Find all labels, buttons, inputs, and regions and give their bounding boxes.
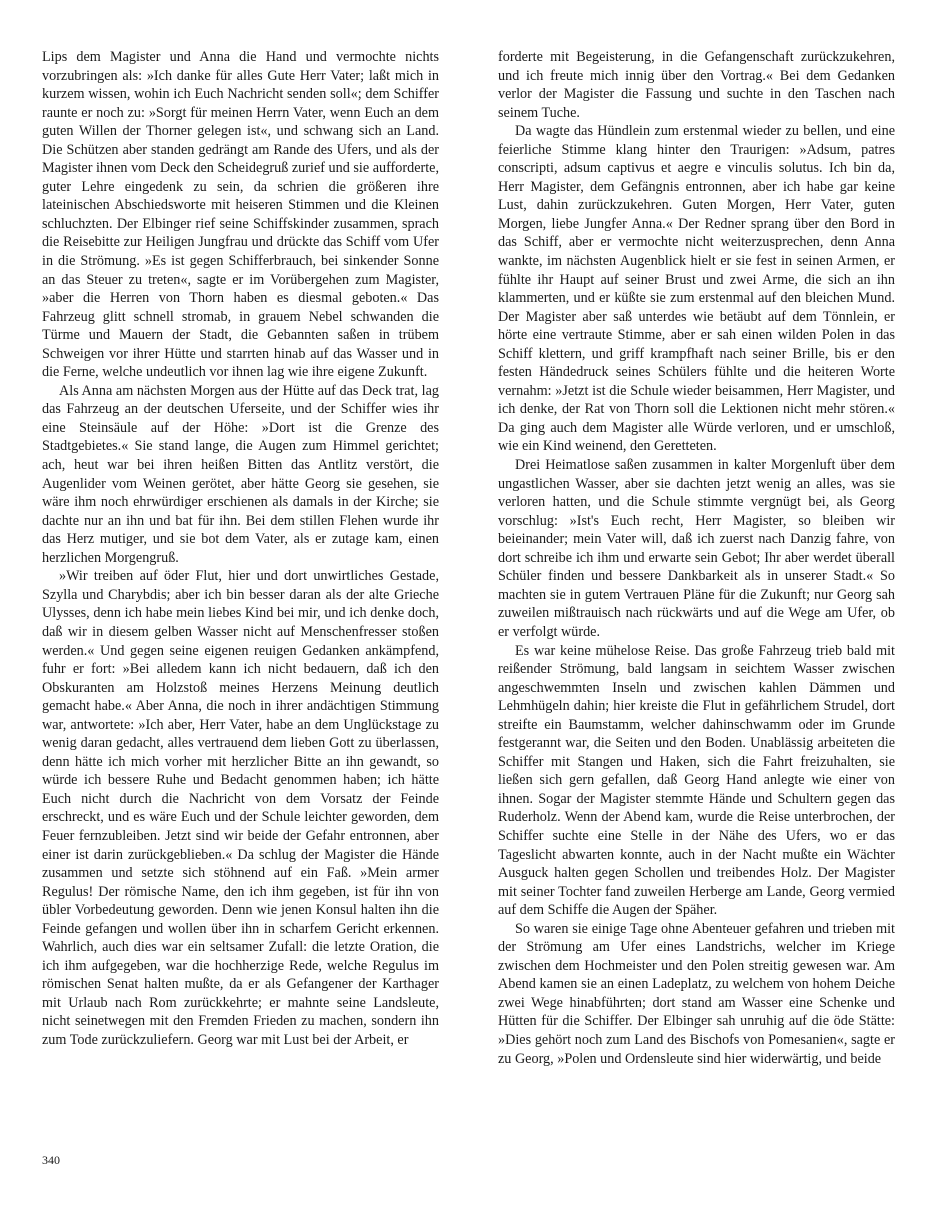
paragraph: So waren sie einige Tage ohne Abenteuer gefahren und trieben mit der Strömung am Ufer eines Landstrichs, welcher im Kriege zwischen dem Hochmeister und den Polen streitig gewesen war. Am Abend kamen sie an einen Ladeplatz, zu welchem von hohem Deiche zwei Wege hinabführten; dort stand am Wasser eine Schenke und Hütten für die Schiffer. Der Elbinger sah unruhig auf die öde Stätte: »Dies gehört noch zum Land des Bischofs von Pomesanien«, sagte er zu Georg, »Polen und Ordensleute sind hier widerwärtig, und beide xyxy=(498,920,895,1067)
text-columns xyxy=(42,48,895,1068)
paragraph: Lips dem Magister und Anna die Hand und vermochte nichts vorzubringen als: »Ich danke für alles Gute Herr Vater; laßt mich in kurzem wissen, wohin ich Euch Nachricht senden soll«; dem Schiffer raunte er noch zu: »Sorgt für meinen Herrn Vater, wenn Euch an dem guten Willen der Thorner gelegen ist«, und schwang sich an Land. Die Schützen aber standen gedrängt am Rande des Ufers, und als der Magister ihnen vom Deck den Scheidegruß zurief und sie aufforderte, guter Lehre eingedenk zu sein, da schrien die größeren ihre lateinischen Abschiedsworte mit heiseren Stimmen und die Kleinen schluchzten. Der Elbinger rief seine Schiffskinder zusammen, sprach die Reisebitte zur Heiligen Jungfrau und drückte das Schiff vom Ufer in die Strömung. »Es ist gegen Schifferbrauch, bei sinkender Sonne an das Steuer zu treten«, sagte er im Vorübergehen zum Magister, »aber die Herren von Thorn haben es diesmal geboten.« Das Fahrzeug glitt schnell stromab, in grauem Nebel schwanden die Türme und Mauern der Stadt, die Gebannten saßen in trübem Schweigen vor ihrer Hütte und starrten hinab auf das Wasser und in die Ferne, welche undeutlich vor ihnen lag wie ihre eigene Zukunft. xyxy=(42,49,439,381)
paragraph: Es war keine mühelose Reise. Das große Fahrzeug trieb bald mit reißender Strömung, bald langsam in seichtem Wasser zwischen angeschwemmten Inseln und zwischen kahlen Dämmen und Lehmhügeln dahin; hier kreiste die Flut in gefährlichem Strudel, dort streifte ein Baumstamm, welcher dahinschwamm oder im Grunde festgerannt war, die Seiten und den Boden. Unablässig arbeiteten die Schiffer mit Stangen und Haken, sich die Fahrt freizuhalten, sie ließen sich gern gefallen, daß Georg Hand anlegte wie einer von ihnen. Sogar der Magister stemmte Hände und Schultern gegen das Ruderholz. Wenn der Abend kam, wurde die Reise unterbrochen, der Schiffer suchte eine Stelle in der Nähe des Ufers, wo er das Tageslicht abwarten konnte, auch in der Nacht mußte ein Wächter Ausguck halten gegen Schollen und treibendes Holz. Der Magister mit seiner Tochter fand zuweilen Herberge am Lande, Georg vermied auf dem Schiffe die Augen der Späher. xyxy=(498,642,895,919)
book-page xyxy=(42,48,895,1173)
paragraph: »Wir treiben auf öder Flut, hier und dort unwirtliches Gestade, Szylla und Charybdis; aber ich bin besser daran als der alte Grieche Ulysses, denn ich habe mein liebes Kind bei mir, und ich denke doch, daß wir in diesem gelben Wasser nicht auf Menschenfresser stoßen werden.« Und gegen seine eigenen reuigen Gedanken ankämpfend, fuhr er fort: »Bei alledem kann ich nicht bedauern, daß ich den Obskuranten am Holzstoß meines Herzens Meinung deutlich gemacht habe.« Aber Anna, die noch in ihrer andächtigen Stimmung war, antwortete: »Ich aber, Herr Vater, habe an dem Unglückstage zu wenig daran gedacht, alles vertrauend dem lieben Gott zu überlassen, denn hätte ich mich vorher mit herzlicher Bitte an ihn gewandt, so würde ich bessere Ruhe und Bedacht genommen haben; ich hätte Euch nicht durch die Nachricht von dem Vorsatz der Feinde erschreckt, und es wäre Euch und der Schule leichter geworden, dem Feuer fernzubleiben. Jetzt sind wir beide der Gefahr entronnen, aber einer ist darin zurückgeblieben.« Da schlug der Magister die Hände zusammen und setzte sich stöhnend auf ein Faß. »Mein armer Regulus! Der römische Name, den ich ihm gegeben, ist für ihn von übler Vorbedeutung geworden. Denn wie jenen Konsul halten ihn die Feinde gefangen und wollen über ihn in scharfem Gericht erkennen. Wahrlich, auch dies war ein seltsamer Zufall: die letzte Oration, die ich ihm aufgegeben, war die hochherzige Rede, welche Regulus im römischen Senat halten mußte, da er als Gefangener der Karthager mit Urlaub nach Rom zurückkehrte; er mahnte seine Landsleute, nicht seinetwegen mit den Fremden Frieden zu machen, sondern ihn zum Tode zurückzuliefern. Georg war mit Lust bei der Arbeit, er xyxy=(42,568,439,1048)
paragraph: forderte mit Begeisterung, in die Gefangenschaft zurückzukehren, und ich freute mich innig über den Vortrag.« Bei dem Gedanken verlor der Magister die Fassung und suchte in den Taschen nach seinem Tuche. xyxy=(498,49,895,121)
right-column xyxy=(498,48,895,1068)
left-column xyxy=(42,48,439,1068)
page-number: 340 xyxy=(42,1153,60,1167)
paragraph: Da wagte das Hündlein zum erstenmal wieder zu bellen, und eine feierliche Stimme klang hinter den Traurigen: »Adsum, patres conscripti, adsum captivus et aegre e vinculis solutus. Ich bin da, Herr Magister, dem Gefängnis entronnen, aber ich habe gar keine Lust, dahin zurückzukehren. Guten Morgen, Herr Vater, guten Morgen, liebe Jungfer Anna.« Der Redner sprang über den Bord in das Schiff, aber er vermochte nicht weiterzusprechen, denn Anna wankte, im nächsten Augenblick hielt er sie fest in seinen Armen, er fühlte ihr Haupt auf seiner Brust und zwei Arme, die sich an ihn klammerten, und er küßte sie zum erstenmal auf den bleichen Mund. Der Magister aber saß unterdes wie betäubt auf dem Tönnlein, er hörte eine vertraute Stimme, aber er sah einen wilden Polen in das Schiff klettern, und griff krampfhaft nach seiner Brille, bis er den festen Händedruck seines Schülers fühlte und die heiteren Worte vernahm: »Jetzt ist die Schule wieder beisammen, Herr Magister, und ich denke, der Rat von Thorn soll die Lektionen nicht mehr stören.« Da ging auch dem Magister alle Würde verloren, und er umschloß, wie ein Kind weinend, den Geretteten. xyxy=(498,123,895,455)
paragraph: Als Anna am nächsten Morgen aus der Hütte auf das Deck trat, lag das Fahrzeug an der deutschen Uferseite, und der Schiffer wies ihr eine Steinsäule auf der Höhe: »Dort ist die Grenze des Stadtgebietes.« Sie stand lange, die Augen zum Himmel gerichtet; ach, heut war bei ihren heißen Bitten das Antlitz verstört, die Augenlider vom Weinen gerötet, aber hätte Georg sie gesehen, sie wäre ihm noch ehrwürdiger erschienen als damals in der Kirche; sie dachte nur an ihn und bat für ihn. Bei dem stillen Flehen wurde ihr das Herz mutiger, und sie bot dem Vater, als er zutage kam, einen herzlichen Morgengruß. xyxy=(42,382,439,566)
paragraph: Drei Heimatlose saßen zusammen in kalter Morgenluft über dem ungastlichen Wasser, aber sie dachten jetzt wenig an alles, was sie verloren hatten, und die Schule stimmte vergnügt bei, als Georg vorschlug: »Ist's Euch recht, Herr Magister, so bleiben wir beieinander; mein Vater will, daß ich zuerst nach Danzig fahre, von dort schreibe ich ihm und erwarte sein Gebot; Ihr aber werdet überall Schüler finden und bessere Dankbarkeit als in unserer Stadt.« So machten sie in gutem Vertrauen Pläne für die Zukunft; nur Georg sah zuweilen mißtrauisch nach rückwärts und auf die Wege am Ufer, ob er verfolgt würde. xyxy=(498,457,895,640)
